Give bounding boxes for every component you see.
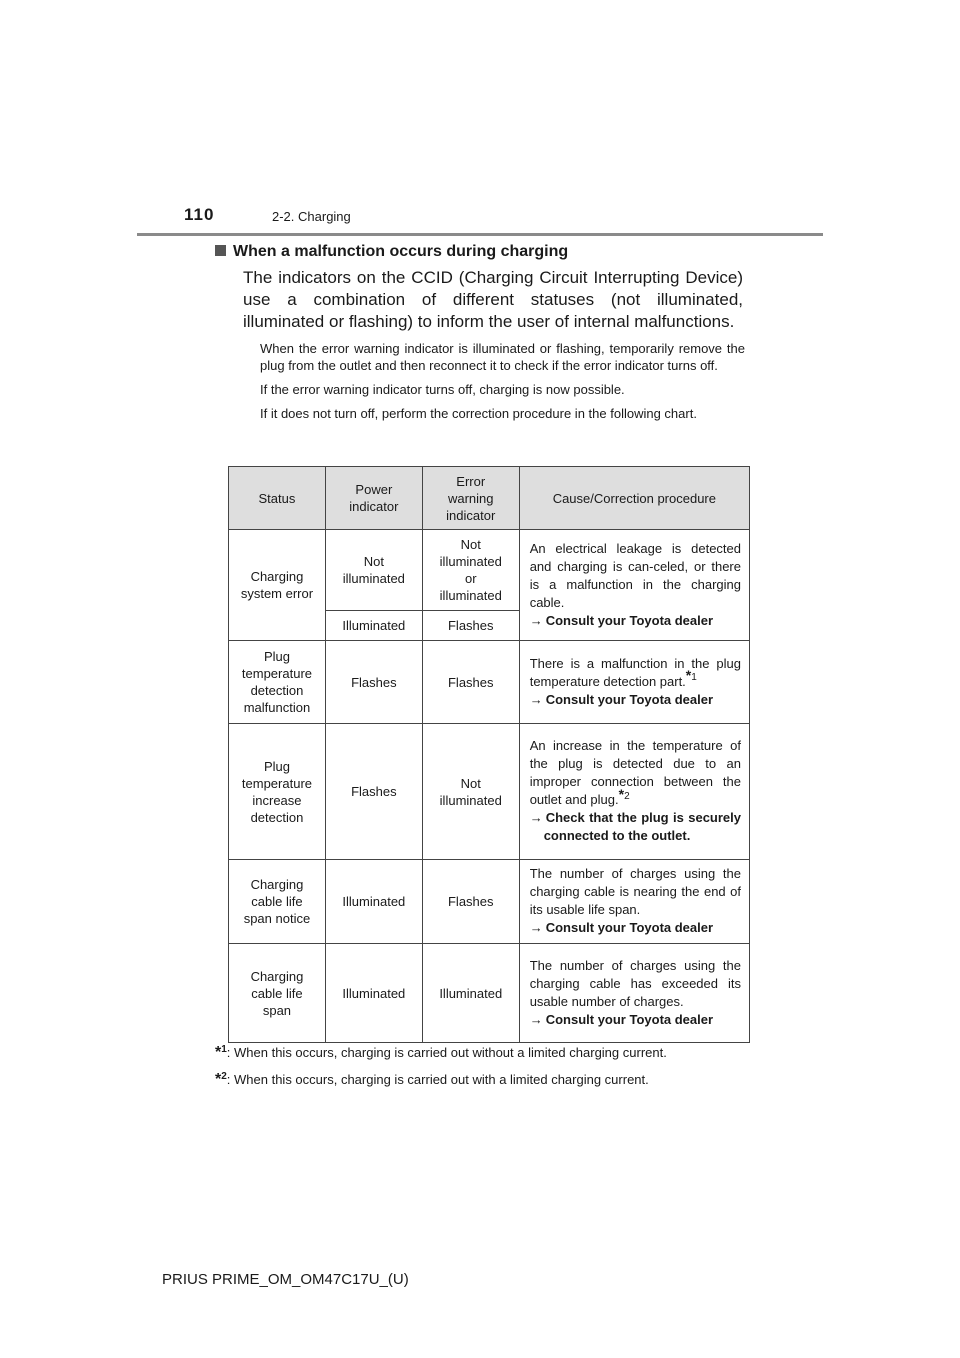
status-cell: Plug temperature increase detection	[229, 724, 326, 860]
table-row	[229, 944, 750, 1043]
error-indicator-cell: Flashes	[422, 641, 519, 724]
arrow-icon: →	[529, 1011, 543, 1027]
note-item: If it does not turn off, perform the correction procedure in the following chart.	[260, 406, 697, 421]
power-indicator-cell: Illuminated	[325, 860, 422, 944]
footnote-mark: *$^2$	[215, 1071, 227, 1088]
correction-action-text: Consult your Toyota dealer	[545, 1011, 714, 1027]
error-indicator-cell: Flashes	[422, 611, 519, 641]
footnote-ref: *2	[618, 785, 630, 802]
correction-action	[530, 809, 741, 845]
section-title: 2-2. Charging	[272, 209, 351, 224]
page-number: 110	[184, 205, 215, 224]
cause-text: The number of charges using the charging cable is nearing the end of its usable life span.	[529, 866, 741, 917]
section-heading-text: When a malfunction occurs during charging	[233, 243, 569, 260]
column-header-power: Power indicator	[325, 467, 422, 530]
footnote-ref: *1	[685, 667, 697, 684]
cause-text: The number of charges using the charging cable has exceeded its usable number of charges.	[529, 957, 741, 1009]
cause-cell	[519, 860, 749, 944]
arrow-icon: →	[529, 691, 543, 707]
power-indicator-cell: Flashes	[325, 641, 422, 724]
status-cell: Charging cable life span notice	[229, 860, 326, 944]
error-indicator-cell: Flashes	[422, 860, 519, 944]
correction-action-text: Check that the plug is securely connected to the outlet.	[543, 810, 741, 843]
correction-action	[530, 691, 741, 709]
arrow-icon: →	[529, 612, 543, 628]
power-indicator-cell: Illuminated	[325, 611, 422, 641]
error-indicator-cell: Not illuminated or illuminated	[422, 530, 519, 611]
document-footer: PRIUS PRIME_OM_OM47C17U_(U)	[162, 1271, 409, 1288]
malfunction-table	[228, 466, 750, 1043]
notes	[260, 340, 745, 429]
column-header-status: Status	[229, 467, 326, 530]
power-indicator-cell: Illuminated	[325, 944, 422, 1043]
arrow-icon: →	[529, 810, 543, 825]
correction-action-text: Consult your Toyota dealer	[545, 691, 714, 707]
status-cell: Plug temperature detection malfunction	[229, 641, 326, 724]
correction-action-text: Consult your Toyota dealer	[545, 612, 714, 628]
power-indicator-cell: Not illuminated	[325, 530, 422, 611]
correction-action	[530, 919, 741, 937]
cause-text: There is a malfunction in the plug temperature detection part.$^{*1}$	[529, 655, 741, 689]
footnote-mark: *$^1$	[215, 1044, 227, 1061]
footnote-text: : When this occurs, charging is carried out without a limited charging current.	[226, 1045, 667, 1060]
power-indicator-cell: Flashes	[325, 724, 422, 860]
footnote-text: : When this occurs, charging is carried out with a limited charging current.	[226, 1072, 649, 1087]
header-rule	[137, 233, 823, 236]
status-cell: Charging system error	[229, 530, 326, 641]
footnote	[215, 1044, 667, 1062]
cause-cell	[519, 530, 749, 641]
section-heading	[215, 243, 568, 261]
cause-cell	[519, 641, 749, 724]
error-indicator-cell: Illuminated	[422, 944, 519, 1043]
square-bullet-icon	[215, 245, 226, 256]
table-row	[229, 530, 750, 611]
table-header-row	[229, 467, 750, 530]
table-row	[229, 724, 750, 860]
footnote	[215, 1071, 649, 1089]
table-row	[229, 641, 750, 724]
column-header-cause: Cause/Correction procedure	[519, 467, 749, 530]
cause-text: An electrical leakage is detected and charging is can-celed, or there is a malfunction in the charging cable.	[529, 540, 741, 610]
table-row	[229, 860, 750, 944]
error-indicator-cell: Not illuminated	[422, 724, 519, 860]
page-header	[137, 205, 823, 235]
status-cell: Charging cable life span	[229, 944, 326, 1043]
cause-cell	[519, 724, 749, 860]
column-header-error: Error warning indicator	[422, 467, 519, 530]
note-item: If the error warning indicator turns off, charging is now possible.	[260, 382, 625, 397]
correction-action	[530, 1011, 741, 1029]
note-item: When the error warning indicator is illuminated or flashing, temporarily remove the plug from the outlet and then reconnect it to check if the error indicator turns off.	[260, 341, 745, 373]
correction-action	[530, 612, 741, 630]
intro-paragraph: The indicators on the CCID (Charging Circuit Interrupting Device) use a combination of different statuses (not illuminated, illuminated or flashing) to inform the user of internal malfunctions.	[243, 268, 743, 331]
cause-text: An increase in the temperature of the plug is detected due to an improper connection between the outlet and plug.$^{*2}$	[529, 738, 741, 807]
arrow-icon: →	[529, 920, 543, 935]
correction-action-text: Consult your Toyota dealer	[545, 920, 714, 935]
cause-cell	[519, 944, 749, 1043]
